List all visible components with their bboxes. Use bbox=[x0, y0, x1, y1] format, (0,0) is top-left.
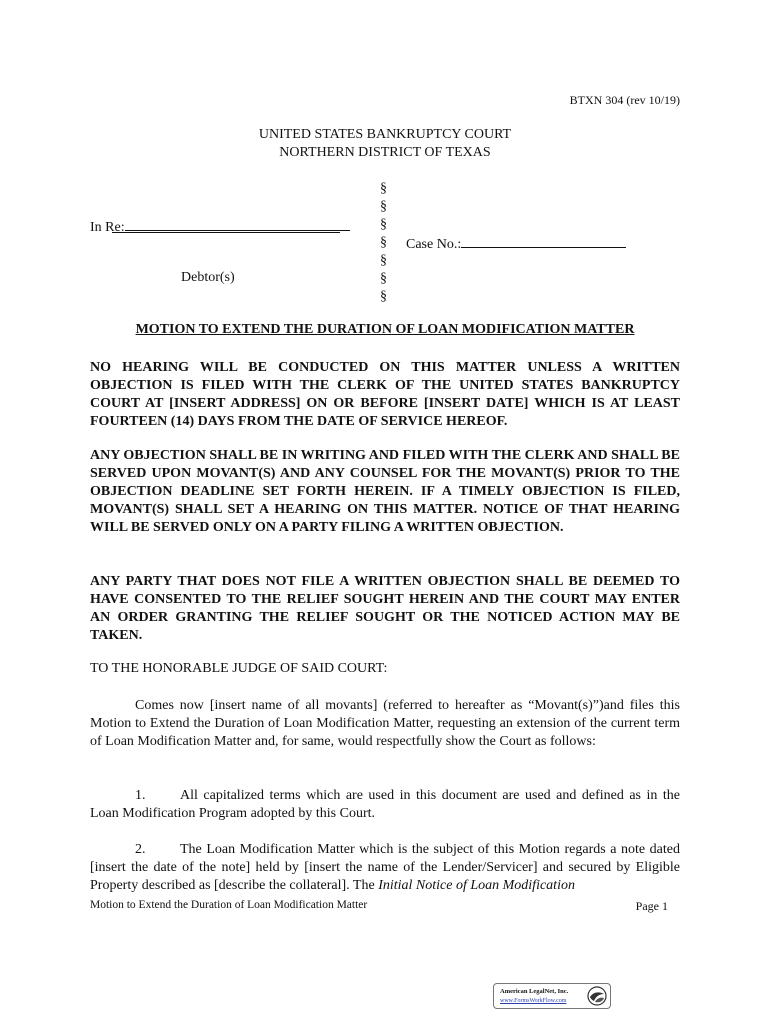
in-re-label: In Re: bbox=[90, 220, 125, 235]
court-name: UNITED STATES BANKRUPTCY COURT bbox=[258, 127, 512, 142]
notice-paragraph: ANY OBJECTION SHALL BE IN WRITING AND FILED WITH THE CLERK AND SHALL BE SERVED UPON MOVANT(S) AND ANY COUNSEL FOR THE MOVANT(S) PRIOR TO THE OBJECTION DEADLINE SET FORTH HEREIN. IF A TIMELY OBJECTION IS FILED, MOVANT(S) SHALL SET A HEARING ON THIS MATTER. NOTICE OF THAT HEARING WILL BE SERVED ONLY ON A PARTY FILING A WRITTEN OBJECTION. bbox=[90, 448, 680, 535]
intro-paragraph: Comes now [insert name of all movants] (referred to hereafter as “Movant(s)”)and files this Motion to Extend the Duration of Loan Modification Matter, requesting an extension of the current term of Loan Modification Matter and, for same, would respectfully show the Court as follows: bbox=[90, 698, 680, 749]
globe-logo-icon bbox=[587, 986, 607, 1006]
paragraph-number: 2. bbox=[135, 842, 146, 857]
notice-paragraph: ANY PARTY THAT DOES NOT FILE A WRITTEN OBJECTION SHALL BE DEEMED TO HAVE CONSENTED TO THE RELIEF SOUGHT HEREIN AND THE COURT MAY ENTER AN ORDER GRANTING THE RELIEF SOUGHT OR THE NOTICED ACTION MAY BE TAKEN. bbox=[90, 574, 680, 643]
debtor-name-blank-line bbox=[112, 232, 340, 233]
case-caption bbox=[0, 180, 770, 310]
salutation: TO THE HONORABLE JUDGE OF SAID COURT: bbox=[90, 661, 388, 676]
paragraph-number: 1. bbox=[135, 788, 146, 803]
numbered-paragraph bbox=[90, 841, 680, 895]
footer-page-number: Page 1 bbox=[635, 899, 668, 913]
in-re-field bbox=[90, 217, 350, 236]
debtor-label: Debtor(s) bbox=[181, 270, 235, 285]
numbered-paragraph bbox=[90, 787, 680, 823]
notice-paragraph: NO HEARING WILL BE CONDUCTED ON THIS MATTER UNLESS A WRITTEN OBJECTION IS FILED WITH THE CLERK OF THE UNITED STATES BANKRUPTCY COURT AT [INSERT ADDRESS] ON OR BEFORE [INSERT DATE] WHICH IS AT LEAST FOURTEEN (14) DAYS FROM THE DATE OF SERVICE HEREOF. bbox=[90, 360, 680, 429]
publisher-badge[interactable] bbox=[493, 983, 611, 1009]
section-mark: § bbox=[380, 235, 387, 250]
paragraph-text: All capitalized terms which are used in this document are used and defined as in the Loan Modification Program adopted by this Court. bbox=[90, 788, 680, 821]
section-mark: § bbox=[380, 271, 387, 286]
in-re-blank-line bbox=[125, 217, 350, 231]
paragraph-text: The Loan Modification Matter which is the subject of this Motion regards a note dated [insert the date of the note] held by [insert the name of the Lender/Servicer] and secured by Eligible Property described as [describe the collateral]. The bbox=[90, 842, 680, 893]
form-number: BTXN 304 (rev 10/19) bbox=[569, 93, 680, 107]
court-heading bbox=[0, 126, 770, 162]
case-number-blank-line bbox=[461, 234, 626, 248]
publisher-name: American LegalNet, Inc. bbox=[500, 988, 569, 995]
section-mark: § bbox=[380, 217, 387, 232]
section-mark: § bbox=[380, 181, 387, 196]
case-number-label: Case No.: bbox=[406, 237, 462, 252]
section-mark: § bbox=[380, 289, 387, 304]
section-mark: § bbox=[380, 253, 387, 268]
section-marks-column bbox=[380, 180, 392, 306]
publisher-link[interactable]: www.FormsWorkFlow.com bbox=[500, 998, 567, 1004]
paragraph-text-italic: Initial Notice of Loan Modification bbox=[378, 878, 575, 893]
document-title: MOTION TO EXTEND THE DURATION OF LOAN MODIFICATION MATTER bbox=[135, 322, 635, 337]
court-district: NORTHERN DISTRICT OF TEXAS bbox=[279, 145, 491, 160]
case-number-field bbox=[406, 234, 626, 253]
section-mark: § bbox=[380, 199, 387, 214]
footer-document-name: Motion to Extend the Duration of Loan Modification Matter bbox=[90, 899, 368, 911]
